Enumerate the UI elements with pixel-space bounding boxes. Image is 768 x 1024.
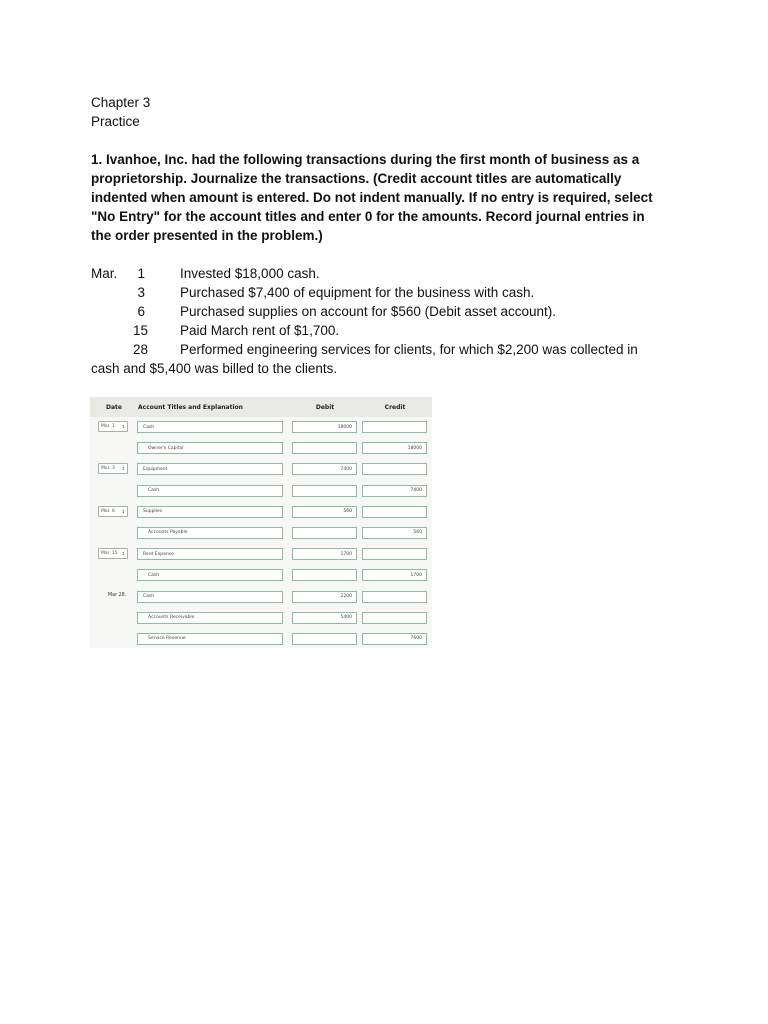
credit-input[interactable]: 7400 [362, 485, 427, 497]
journal-entry-table [90, 397, 432, 648]
journal-row [90, 502, 432, 523]
account-title-input[interactable]: Cash [137, 485, 283, 497]
journal-row [90, 608, 432, 629]
select-arrows-icon: ↕ [121, 508, 125, 514]
credit-input[interactable] [362, 421, 427, 433]
journal-row [90, 481, 432, 502]
question-text: 1. Ivanhoe, Inc. had the following transactions during the first month of business as a proprietorship. Journalize the transactions. (Credit account titles are automatically indented when amount is entered. Do not indent manually. If no entry is required, select "No Entry" for the account titles and enter 0 for the amounts. Record journal entries in the order presented in the problem.) [91, 152, 653, 243]
debit-input[interactable]: 1700 [292, 548, 357, 560]
header-account: Account Titles and Explanation [138, 403, 243, 411]
transaction-day: 28 [133, 342, 149, 357]
debit-input[interactable]: 18000 [292, 421, 357, 433]
date-select-value: Mar. 3 [101, 466, 115, 472]
account-title-input[interactable]: Accounts Payable [137, 527, 283, 539]
header-debit: Debit [315, 403, 335, 411]
credit-input[interactable] [362, 463, 427, 475]
account-title-input[interactable]: Supplies [137, 506, 283, 518]
transaction-row [91, 264, 661, 283]
journal-row [90, 544, 432, 565]
date-select[interactable] [98, 506, 128, 517]
transaction-row [91, 321, 661, 340]
chapter-title: Chapter 3 [91, 95, 151, 110]
date-select[interactable] [98, 421, 128, 432]
journal-row [90, 459, 432, 480]
credit-input[interactable] [362, 612, 427, 624]
transaction-description: Purchased supplies on account for $560 (Debit asset account). [180, 304, 556, 319]
journal-row [90, 565, 432, 586]
transaction-description: Purchased $7,400 of equipment for the business with cash. [180, 285, 535, 300]
debit-input[interactable] [292, 527, 357, 539]
transaction-row [91, 340, 661, 359]
document [91, 93, 661, 378]
transaction-day: 3 [137, 285, 145, 300]
account-title-input[interactable]: Owner's Capital [137, 442, 283, 454]
journal-row [90, 438, 432, 459]
transaction-continuation: cash and $5,400 was billed to the clients. [91, 361, 338, 376]
journal-row [90, 587, 432, 608]
account-title-input[interactable]: Service Revenue [137, 633, 283, 645]
debit-input[interactable]: 560 [292, 506, 357, 518]
date-select[interactable] [98, 548, 128, 559]
transaction-day: 1 [137, 266, 145, 281]
transaction-description: Performed engineering services for clients, for which $2,200 was collected in [180, 342, 638, 357]
journal-row [90, 523, 432, 544]
account-title-input[interactable]: Accounts Receivable [137, 612, 283, 624]
debit-input[interactable]: 7400 [292, 463, 357, 475]
journal-row [90, 417, 432, 438]
debit-input[interactable]: 5400 [292, 612, 357, 624]
transaction-row [91, 283, 661, 302]
debit-input[interactable] [292, 485, 357, 497]
select-arrows-icon: ↕ [121, 551, 125, 557]
debit-input[interactable]: 2200 [292, 591, 357, 603]
date-select-value: Mar. 6 [101, 508, 115, 514]
account-title-input[interactable]: Equipment [137, 463, 283, 475]
transaction-row [91, 302, 661, 321]
date-select-value: Mar. 15 [101, 551, 118, 557]
transaction-day: 15 [133, 323, 149, 338]
select-arrows-icon: ↕ [121, 424, 125, 429]
header-date: Date [106, 403, 122, 411]
journal-rows [90, 417, 432, 650]
credit-input[interactable]: 7600 [362, 633, 427, 645]
debit-input[interactable] [292, 569, 357, 581]
journal-row [90, 629, 432, 650]
transaction-month: Mar. [91, 266, 118, 281]
practice-subtitle: Practice [91, 114, 140, 129]
account-title-input[interactable]: Cash [137, 421, 283, 433]
credit-input[interactable]: 1700 [362, 569, 427, 581]
account-title-input[interactable]: Cash [137, 569, 283, 581]
account-title-input[interactable]: Rent Expense [137, 548, 283, 560]
debit-input[interactable] [292, 633, 357, 645]
transaction-day: 6 [137, 304, 145, 319]
date-select[interactable] [98, 463, 128, 474]
select-arrows-icon: ↕ [121, 466, 125, 472]
account-title-input[interactable]: Cash [137, 591, 283, 603]
credit-input[interactable] [362, 506, 427, 518]
credit-input[interactable]: 560 [362, 527, 427, 539]
journal-header [90, 397, 432, 417]
transaction-list [91, 264, 661, 378]
transaction-description: Paid March rent of $1,700. [180, 323, 340, 338]
credit-input[interactable]: 18000 [362, 442, 427, 454]
date-select-value: Mar. 1 [101, 424, 115, 429]
header-credit: Credit [384, 403, 406, 411]
credit-input[interactable] [362, 548, 427, 560]
credit-input[interactable] [362, 591, 427, 603]
debit-input[interactable] [292, 442, 357, 454]
date-label: Mar 28. [108, 592, 127, 598]
transaction-description: Invested $18,000 cash. [180, 266, 320, 281]
